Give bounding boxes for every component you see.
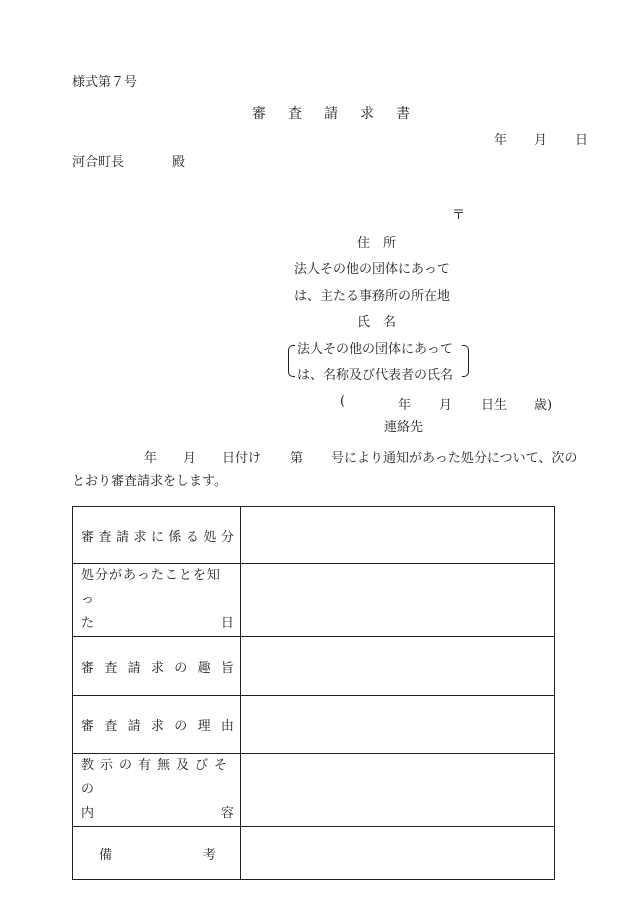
title-char: 査: [288, 106, 302, 122]
request-date-ref: 日付け: [222, 451, 262, 466]
label-char: 査: [98, 529, 112, 545]
label-char: 求: [133, 529, 147, 545]
row-value-known-date[interactable]: [240, 564, 554, 637]
table-row: [73, 637, 555, 696]
title-char: 書: [396, 106, 410, 122]
request-table: [72, 506, 555, 880]
label-char: 審: [81, 660, 95, 676]
right-bracket: [462, 345, 469, 377]
row-label-remarks: [73, 827, 241, 880]
row-value-instruction[interactable]: [240, 754, 554, 827]
postal-mark: 〒: [452, 208, 466, 223]
label-char: る: [185, 529, 199, 545]
birth-year: 年: [398, 398, 412, 413]
table-row: [73, 507, 555, 564]
address-label: 住 所: [357, 236, 397, 251]
label-char: 考: [202, 847, 216, 863]
label-line2-end: 容: [220, 806, 234, 821]
name-label: 氏 名: [357, 315, 397, 330]
date-month: 月: [534, 133, 548, 148]
date-day: 日: [575, 133, 589, 148]
label-text: [73, 844, 240, 863]
label-char: 審: [81, 719, 95, 734]
label-line1: 教示の有無及びその: [81, 758, 234, 797]
row-value-reason[interactable]: [240, 696, 554, 754]
label-char: 請: [127, 719, 141, 734]
label-text: [73, 657, 240, 676]
table-row: [73, 564, 555, 637]
label-text: [73, 715, 240, 734]
row-value-disposition[interactable]: [240, 507, 554, 564]
request-no-prefix: 第: [290, 451, 304, 466]
row-label-reason: [73, 696, 241, 754]
table-row: [73, 827, 555, 880]
request-rest: 号により通知があった処分について、次の: [331, 451, 578, 466]
birth-age: 歳): [534, 398, 553, 413]
name-note-line2: は、名称及び代表者の氏名: [297, 368, 454, 383]
table-row: [73, 754, 555, 827]
label-line2-start: た: [81, 616, 95, 631]
label-char: 旨: [220, 660, 234, 676]
address-note-line2: は、主たる事務所の所在地: [294, 289, 451, 304]
label-line2-start: 内: [81, 806, 95, 821]
label-char: 審: [81, 529, 95, 545]
label-char: 請: [115, 529, 129, 545]
row-label-disposition: [73, 507, 241, 564]
title-char: 請: [324, 106, 338, 122]
label-char: 備: [99, 847, 113, 863]
contact-label: 連絡先: [384, 420, 424, 435]
address-note-line1: 法人その他の団体にあって: [294, 262, 450, 277]
birth-open: (: [340, 394, 346, 409]
label-char: 求: [150, 719, 164, 734]
request-line2: とおり審査請求をします。: [72, 474, 227, 489]
birth-day: 日生: [481, 398, 508, 413]
table-row: [73, 696, 555, 754]
label-char: の: [174, 660, 188, 676]
label-char: 求: [150, 660, 164, 676]
form-number: 様式第７号: [72, 75, 138, 90]
label-char: 趣: [197, 660, 211, 676]
label-char: 処: [203, 529, 217, 545]
addressee-honorific: 殿: [172, 155, 186, 170]
birth-month: 月: [439, 398, 453, 413]
row-label-instruction: [73, 754, 241, 827]
label-text: [73, 526, 240, 545]
label-char: の: [174, 719, 188, 734]
label-char: 査: [104, 719, 118, 734]
row-label-purpose: [73, 637, 241, 696]
row-label-known-date: [73, 564, 241, 637]
request-month: 月: [183, 451, 197, 466]
label-char: 分: [220, 529, 234, 545]
name-note-line1: 法人その他の団体にあって: [297, 342, 453, 357]
label-line2-end: 日: [220, 616, 234, 631]
addressee-name: 河合町長: [72, 155, 125, 170]
left-bracket: [288, 345, 295, 377]
row-value-purpose[interactable]: [240, 637, 554, 696]
label-char: に: [150, 529, 164, 545]
date-year: 年: [494, 133, 508, 148]
label-line1: 処分があったことを知っ: [81, 568, 221, 607]
label-char: 理: [197, 719, 211, 734]
label-char: 査: [104, 660, 118, 676]
row-value-remarks[interactable]: [240, 827, 554, 880]
title-char: 求: [360, 106, 374, 122]
label-char: 係: [168, 529, 182, 545]
request-year: 年: [144, 451, 158, 466]
label-char: 請: [127, 660, 141, 676]
title-char: 審: [252, 106, 266, 122]
label-char: 由: [220, 719, 234, 734]
